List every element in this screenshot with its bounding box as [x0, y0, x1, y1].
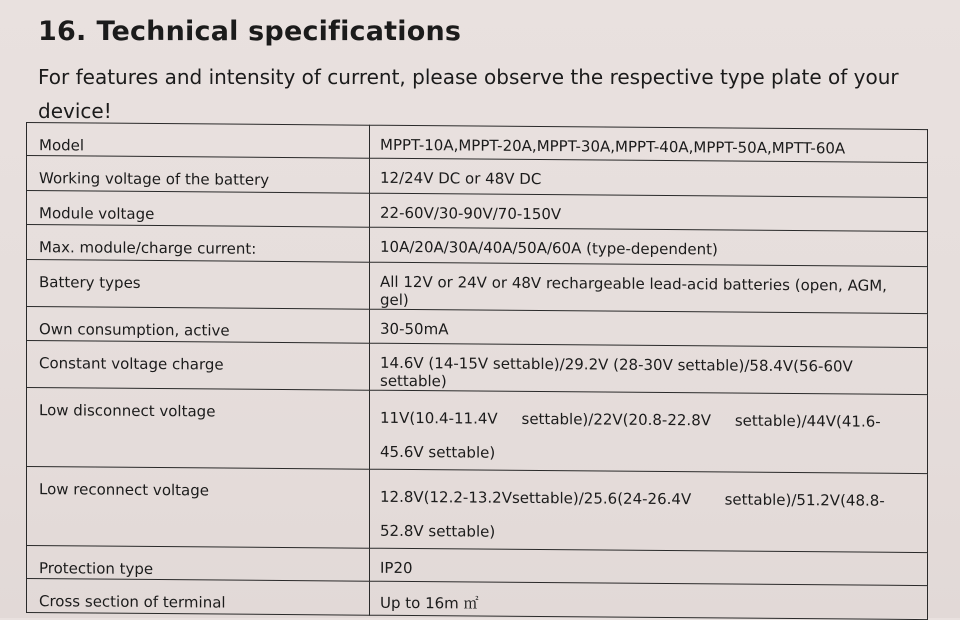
row-label: Constant voltage charge [27, 341, 370, 391]
row-label: Module voltage [27, 191, 370, 228]
row-value: 12/24V DC or 48V DC [370, 158, 928, 197]
row-label: Low reconnect voltage [27, 467, 370, 549]
row-value: 30-50mA [370, 309, 928, 347]
row-label: Max. module/charge current: [27, 225, 370, 263]
section-intro: For features and intensity of current, please observe the respective type plate of your device! [38, 65, 899, 123]
table-row [27, 341, 928, 395]
row-value: 11V(10.4-11.4V settable)/22V(20.8-22.8V settable)/44V(41.6-45.6V settable) [370, 390, 928, 473]
section-number: 16. [38, 16, 87, 47]
row-label: Battery types [27, 260, 370, 310]
row-label: Model [27, 123, 370, 159]
table-row [27, 260, 928, 314]
row-label: Working voltage of the battery [27, 156, 370, 194]
row-value: 14.6V (14-15V settable)/29.2V (28-30V settable)/58.4V(56-60V settable) [370, 343, 928, 394]
section-title: Technical specifications [96, 16, 462, 47]
row-label: Own consumption, active [27, 307, 370, 344]
table-row [27, 388, 928, 474]
section-heading [38, 16, 461, 47]
row-value: 12.8V(12.2-13.2Vsettable)/25.6(24-26.4V settable)/51.2V(48.8-52.8V settable) [370, 469, 928, 552]
row-value: 10A/20A/30A/40A/50A/60A (type-dependent) [370, 227, 928, 266]
row-value: MPPT-10A,MPPT-20A,MPPT-30A,MPPT-40A,MPPT-50A,MPTT-60A [370, 125, 928, 162]
row-value: All 12V or 24V or 48V rechargeable lead-acid batteries (open, AGM, gel) [370, 262, 928, 313]
table-row [27, 467, 928, 553]
row-label: Low disconnect voltage [27, 388, 370, 470]
row-label: Cross section of terminal [27, 579, 370, 616]
row-value: IP20 [370, 548, 928, 585]
spec-table [26, 122, 928, 620]
row-label: Protection type [27, 546, 370, 582]
row-value: Up to 16m ㎡ [370, 581, 928, 619]
table-row [27, 579, 928, 620]
row-value: 22-60V/30-90V/70-150V [370, 193, 928, 231]
